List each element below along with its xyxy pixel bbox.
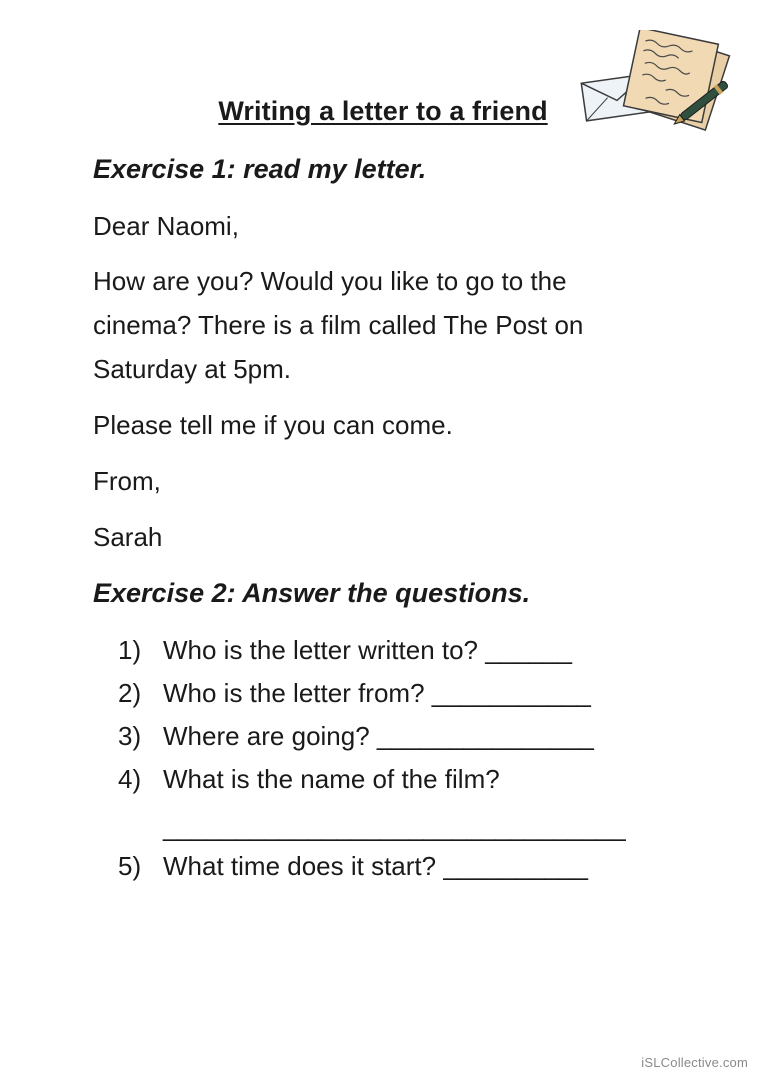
question-number: 3): [118, 721, 142, 751]
page-title: Writing a letter to a friend: [218, 96, 548, 126]
question-number: 2): [118, 678, 142, 708]
question-item: [118, 851, 588, 882]
question-item: [118, 678, 591, 709]
question-text: What is the name of the film?: [163, 764, 500, 794]
letter-greeting: Dear Naomi,: [93, 211, 239, 241]
letter-signature: Sarah: [93, 522, 163, 552]
question-item: [118, 764, 500, 795]
exercise-2-heading: Exercise 2: Answer the questions.: [93, 578, 531, 608]
answer-line: ________________________________: [163, 812, 626, 842]
question-item: [118, 635, 572, 666]
question-item: [118, 721, 594, 752]
question-number: 4): [118, 764, 142, 794]
question-text: Where are going? _______________: [163, 721, 594, 751]
letter-body-line: How are you? Would you like to go to the: [93, 266, 567, 296]
question-text: What time does it start? __________: [163, 851, 588, 881]
letter-closing: From,: [93, 466, 161, 496]
question-number: 1): [118, 635, 142, 665]
watermark-footer: iSLCollective.com: [641, 1055, 748, 1070]
question-number: 5): [118, 851, 142, 881]
question-text: Who is the letter written to? ______: [163, 635, 573, 665]
exercise-1-heading: Exercise 1: read my letter.: [93, 154, 427, 184]
question-text: Who is the letter from? ___________: [163, 678, 591, 708]
letter-body-line: Saturday at 5pm.: [93, 354, 291, 384]
letter-request: Please tell me if you can come.: [93, 410, 453, 440]
letter-body-line: cinema? There is a film called The Post on: [93, 310, 584, 340]
